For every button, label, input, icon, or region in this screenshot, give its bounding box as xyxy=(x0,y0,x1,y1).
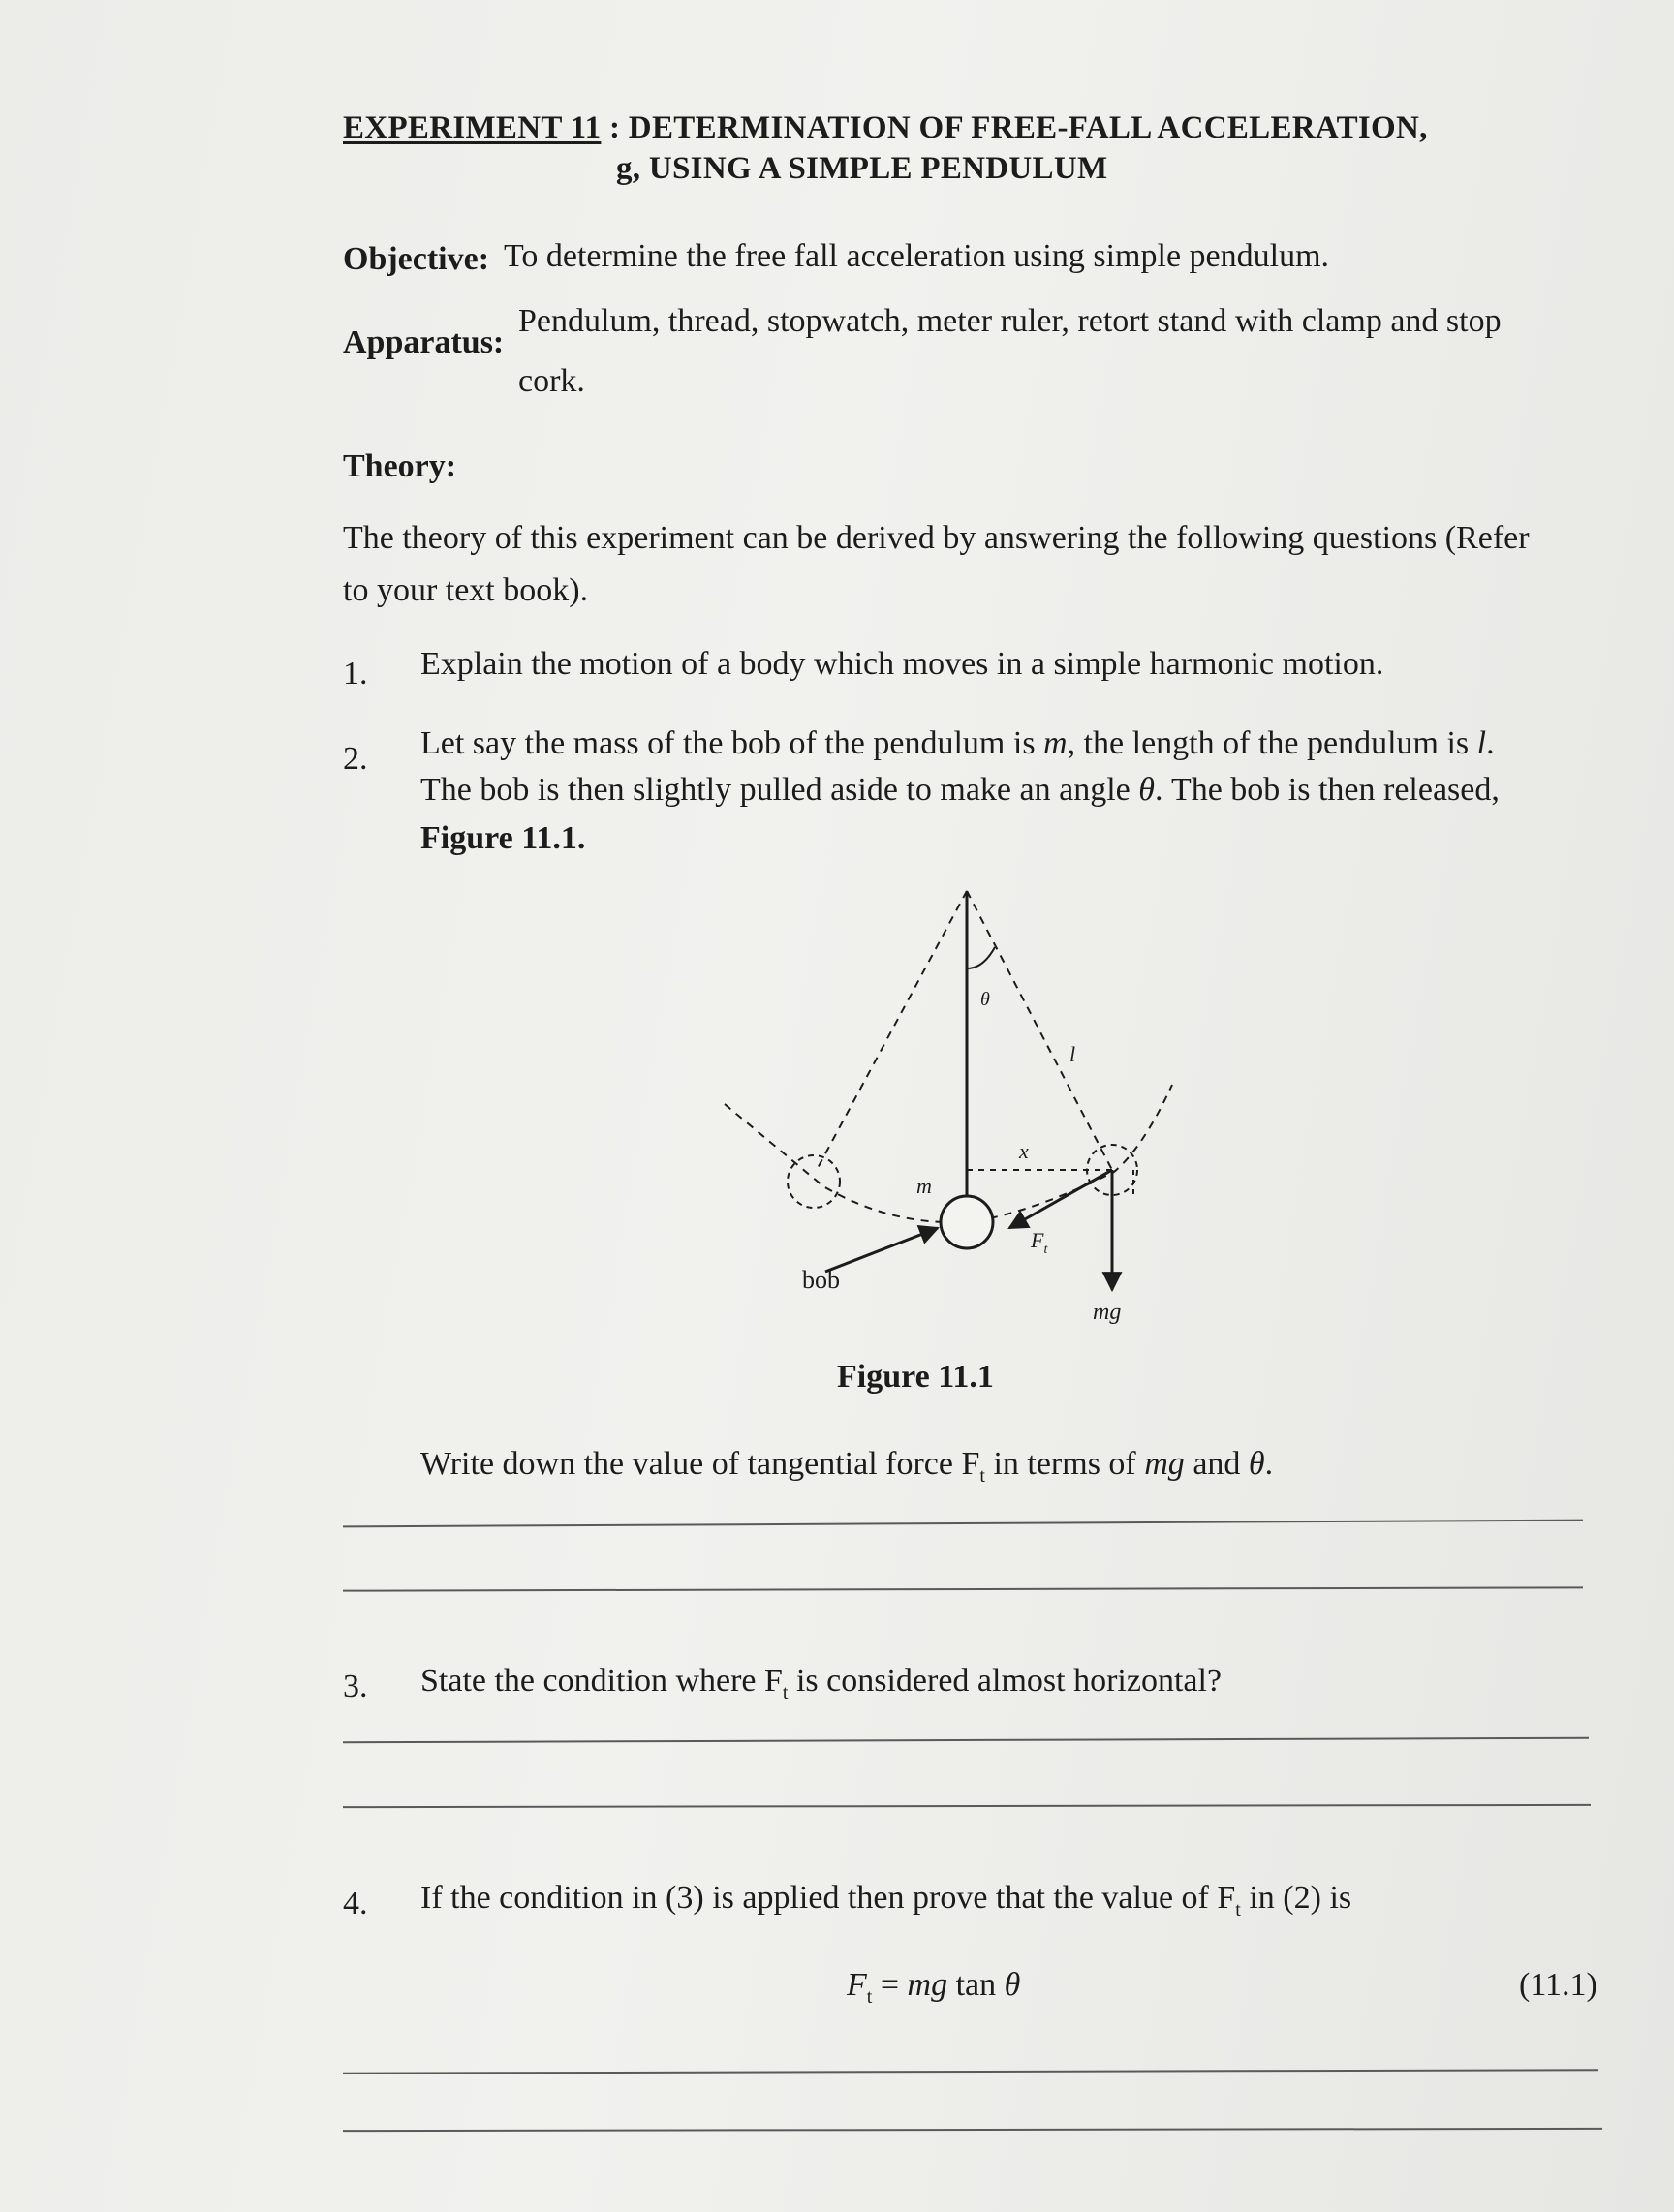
answer-line[interactable] xyxy=(343,2128,1602,2132)
question-1-text: Explain the motion of a body which moves in a simple harmonic motion. xyxy=(420,646,1384,682)
eq-equals: = xyxy=(872,1967,908,2003)
question-2-line3: Figure 11.1. xyxy=(420,820,586,856)
question-2-number: 2. xyxy=(343,741,368,777)
q2-prompt-d: . xyxy=(1264,1446,1274,1482)
q2-length-symbol: l xyxy=(1476,725,1487,761)
objective-label: Objective: xyxy=(343,241,490,277)
q3-text-b: is considered almost horizontal? xyxy=(788,1663,1223,1699)
question-1-number: 1. xyxy=(343,656,368,691)
q2-prompt-theta: θ xyxy=(1248,1446,1265,1482)
q2-prompt-mg: mg xyxy=(1144,1446,1185,1482)
question-3-number: 3. xyxy=(343,1669,368,1705)
pendulum-figure xyxy=(678,872,1221,1336)
eq-force-symbol: F xyxy=(847,1967,867,2003)
label-bob: bob xyxy=(802,1266,840,1294)
theory-intro-line2: to your text book). xyxy=(343,572,589,608)
apparatus-text-line1: Pendulum, thread, stopwatch, meter ruler, retort stand with clamp and stop xyxy=(518,303,1502,339)
question-2-prompt xyxy=(420,1445,1273,1495)
question-2-line2 xyxy=(420,771,1500,810)
label-weight: mg xyxy=(1093,1300,1122,1325)
swing-path-right xyxy=(990,1085,1172,1218)
eq-theta: θ xyxy=(1004,1967,1021,2003)
q4-sub: t xyxy=(1235,1898,1241,1920)
q3-sub: t xyxy=(782,1681,789,1704)
label-mass: m xyxy=(916,1174,932,1198)
label-length: l xyxy=(1070,1042,1076,1066)
q3-text-a: State the condition where F xyxy=(420,1663,783,1699)
question-2-line1 xyxy=(420,724,1495,763)
theory-intro-line1: The theory of this experiment can be derived by answering the following questions (Refer xyxy=(343,520,1530,556)
answer-line[interactable] xyxy=(343,1586,1583,1591)
answer-line[interactable] xyxy=(343,1520,1583,1528)
answer-line[interactable] xyxy=(343,1737,1589,1743)
bob-center xyxy=(941,1196,993,1248)
q2-prompt-b: in terms of xyxy=(984,1446,1145,1482)
dashed-string-left xyxy=(817,891,967,1170)
apparatus-text-line2: cork. xyxy=(518,363,585,399)
eq-tan: tan xyxy=(947,1967,1005,2003)
experiment-subtitle: g, USING A SIMPLE PENDULUM xyxy=(616,151,1108,186)
question-3-text xyxy=(420,1662,1222,1712)
experiment-number: EXPERIMENT 11 xyxy=(343,110,602,145)
tangential-force-arrow xyxy=(1009,1170,1112,1228)
q2-text-a: Let say the mass of the bob of the pendulum is xyxy=(420,725,1044,761)
objective-text: To determine the free fall acceleration using simple pendulum. xyxy=(504,238,1330,274)
theta-arc xyxy=(967,947,995,968)
q2-text-b: , the length of the pendulum is xyxy=(1067,725,1477,761)
theory-label: Theory: xyxy=(343,448,457,484)
equation-number: (11.1) xyxy=(1519,1967,1597,2003)
label-x: x xyxy=(1019,1139,1029,1163)
q2-theta-symbol: θ xyxy=(1138,772,1155,808)
q2-text-e: . The bob is then released, xyxy=(1154,772,1500,808)
q4-text-b: in (2) is xyxy=(1240,1880,1352,1916)
bob-pointer-arrow xyxy=(825,1228,938,1272)
eq-force-sub: t xyxy=(866,1985,873,2008)
swing-path xyxy=(725,1104,945,1222)
apparatus-label: Apparatus: xyxy=(343,324,505,360)
answer-line[interactable] xyxy=(343,1804,1591,1808)
dashed-string-right xyxy=(967,891,1112,1170)
label-theta: θ xyxy=(980,989,990,1010)
q2-mass-symbol: m xyxy=(1043,725,1068,761)
q2-prompt-c: and xyxy=(1184,1446,1249,1482)
q4-text-a: If the condition in (3) is applied then prove that the value of F xyxy=(420,1880,1236,1916)
eq-mg: mg xyxy=(907,1967,948,2003)
label-force: $F_t$ xyxy=(1031,1228,1048,1257)
equation-11-1 xyxy=(847,1966,1020,2016)
question-4-number: 4. xyxy=(343,1886,368,1921)
figure-caption: Figure 11.1 xyxy=(837,1359,994,1395)
q2-text-c: . xyxy=(1486,725,1495,761)
experiment-title-text: : DETERMINATION OF FREE-FALL ACCELERATION, xyxy=(601,110,1428,145)
q2-prompt-sub: t xyxy=(979,1464,985,1487)
question-4-text xyxy=(420,1879,1351,1929)
q2-prompt-a: Write down the value of tangential force F xyxy=(420,1446,980,1482)
q2-text-d: The bob is then slightly pulled aside to make an angle xyxy=(420,772,1139,808)
answer-line[interactable] xyxy=(343,2069,1598,2074)
experiment-title xyxy=(343,108,1428,147)
